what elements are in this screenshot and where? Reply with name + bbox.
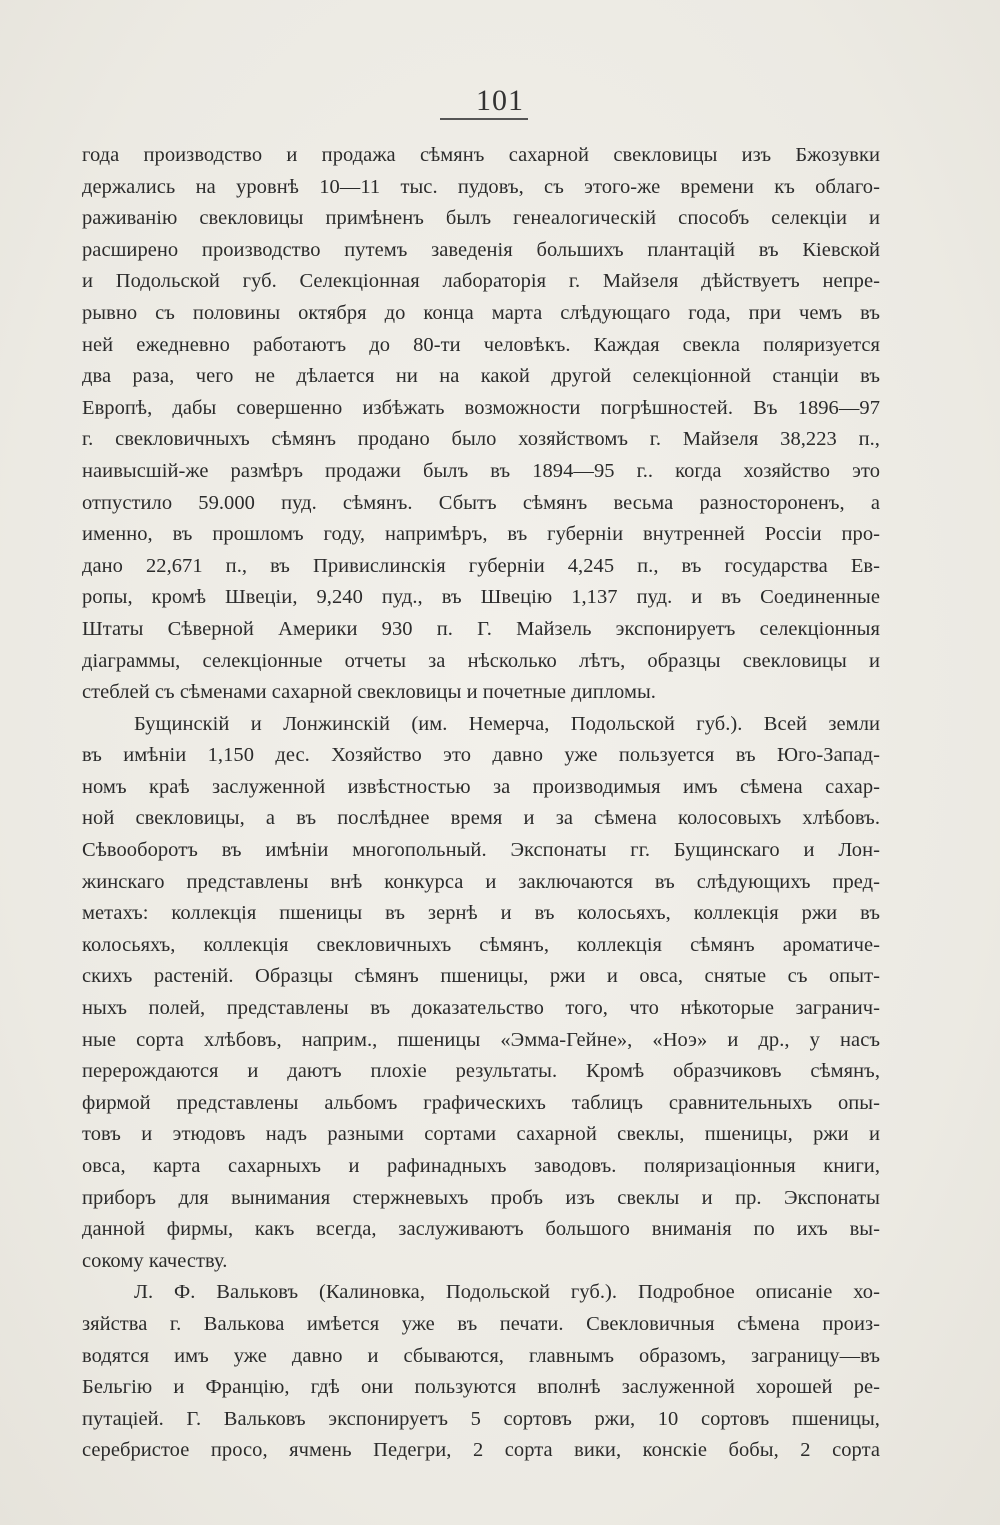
text-line: фирмой представлены альбомъ графическихъ таблицъ сравнительныхъ опы- (82, 1091, 880, 1114)
text-line: ропы, кромѣ Швеціи, 9,240 пуд., въ Швецію 1,137 пуд. и въ Соединенные (82, 586, 880, 609)
text-line: наивысшій-же размѣръ продажи былъ въ 1894—95 г.. когда хозяйство это (82, 459, 880, 482)
paragraph-1 (82, 140, 880, 709)
text-line: ные сорта хлѣбовъ, наприм., пшеницы «Эмма-Гейне», «Ноэ» и др., у насъ (82, 1028, 880, 1051)
text-line: и Подольской губ. Селекціонная лабораторія г. Майзеля дѣйствуетъ непре- (82, 270, 880, 293)
text-line: жинскаго представлены внѣ конкурса и заключаются въ слѣдующихъ пред- (82, 870, 880, 893)
text-line: водятся имъ уже давно и сбываются, главнымъ образомъ, заграницу—въ (82, 1344, 880, 1367)
text-line: дано 22,671 п., въ Привислинскія губерніи 4,245 п., въ государства Ев- (82, 554, 880, 577)
text-line: діаграммы, селекціонные отчеты за нѣсколько лѣтъ, образцы свекловицы и (82, 649, 880, 672)
text-line: перерождаются и даютъ плохіе результаты. Кромѣ образчиковъ сѣмянъ, (82, 1060, 880, 1083)
text-line: держались на уровнѣ 10—11 тыс. пудовъ, съ этого-же времени къ облаго- (82, 175, 880, 198)
text-line: отпустило 59.000 пуд. сѣмянъ. Сбытъ сѣмянъ весьма разностороненъ, а (82, 491, 880, 514)
text-line: скихъ растеній. Образцы сѣмянъ пшеницы, ржи и овса, снятые съ опыт- (82, 965, 880, 988)
text-line: сокому качеству. (82, 1249, 228, 1272)
text-line: г. свекловичныхъ сѣмянъ продано было хозяйствомъ г. Майзеля 38,223 п., (82, 428, 880, 451)
text-line: путаціей. Г. Вальковъ экспонируетъ 5 сортовъ ржи, 10 сортовъ пшеницы, (82, 1407, 880, 1430)
text-line: Бельгію и Францію, гдѣ они пользуются вполнѣ заслуженной хорошей ре- (82, 1376, 880, 1399)
text-line: Европѣ, дабы совершенно избѣжать возможности погрѣшностей. Въ 1896—97 (82, 396, 880, 419)
text-line: номъ краѣ заслуженной извѣстностью за производимыя имъ сѣмена сахар- (82, 775, 880, 798)
text-line: два раза, чего не дѣлается ни на какой другой селекціонной станціи въ (82, 365, 880, 388)
text-line: въ имѣніи 1,150 дес. Хозяйство это давно уже пользуется въ Юго-Запад- (82, 744, 880, 767)
paragraph-2 (82, 709, 880, 1278)
text-line: стеблей съ сѣменами сахарной свекловицы и почетные дипломы. (82, 681, 656, 704)
text-line: Бущинскій и Лонжинскій (им. Немерча, Подольской губ.). Всей земли (134, 712, 880, 735)
text-line: Сѣвооборотъ въ имѣніи многопольный. Экспонаты гг. Бущинскаго и Лон- (82, 839, 880, 862)
text-line: серебристое просо, ячмень Педегри, 2 сорта вики, конскіе бобы, 2 сорта (82, 1439, 880, 1462)
page-number: 101 (476, 84, 524, 117)
text-line: ной свекловицы, а въ послѣднее время и за сѣмена колосовыхъ хлѣбовъ. (82, 807, 880, 830)
text-line: ныхъ полей, представлены въ доказательство того, что нѣкоторые загранич- (82, 997, 880, 1020)
paragraph-3 (82, 1277, 880, 1467)
text-line: товъ и этюдовъ надъ разными сортами сахарной свеклы, пшеницы, ржи и (82, 1123, 880, 1146)
body-text (82, 140, 880, 1467)
text-line: данной фирмы, какъ всегда, заслуживаютъ большого вниманія по ихъ вы- (82, 1218, 880, 1241)
text-line: колосьяхъ, коллекція свекловичныхъ сѣмянъ, коллекція сѣмянъ ароматиче- (82, 933, 880, 956)
text-line: приборъ для вынимания стержневыхъ пробъ изъ свеклы и пр. Экспонаты (82, 1186, 880, 1209)
text-line: овса, карта сахарныхъ и рафинадныхъ заводовъ. поляризаціонныя книги, (82, 1155, 880, 1177)
text-line: метахъ: коллекція пшеницы въ зернѣ и въ колосьяхъ, коллекція ржи въ (82, 902, 880, 925)
text-line: Штаты Сѣверной Америки 930 п. Г. Майзель экспонируетъ селекціонныя (82, 617, 880, 640)
text-line: года производство и продажа сѣмянъ сахарной свекловицы изъ Бжозувки (82, 144, 880, 166)
text-line: рывно съ половины октября до конца марта слѣдующаго года, при чемъ въ (82, 301, 880, 324)
text-line: расширено производство путемъ заведенія большихъ плантацій въ Кіевской (82, 238, 880, 261)
text-line: зяйства г. Валькова имѣется уже въ печати. Свекловичныя сѣмена произ- (82, 1312, 880, 1335)
header-rule (440, 118, 528, 120)
text-line: именно, въ прошломъ году, напримѣръ, въ губерніи внутренней Россіи про- (82, 523, 880, 546)
text-line: ней ежедневно работаютъ до 80-ти человѣкъ. Каждая свекла поляризуется (82, 333, 880, 356)
text-line: Л. Ф. Вальковъ (Калиновка, Подольской губ.). Подробное описаніе хо- (134, 1281, 880, 1304)
page-header (0, 84, 1000, 118)
text-line: раживанію свекловицы примѣненъ былъ генеалогическій способъ селекціи и (82, 207, 880, 230)
